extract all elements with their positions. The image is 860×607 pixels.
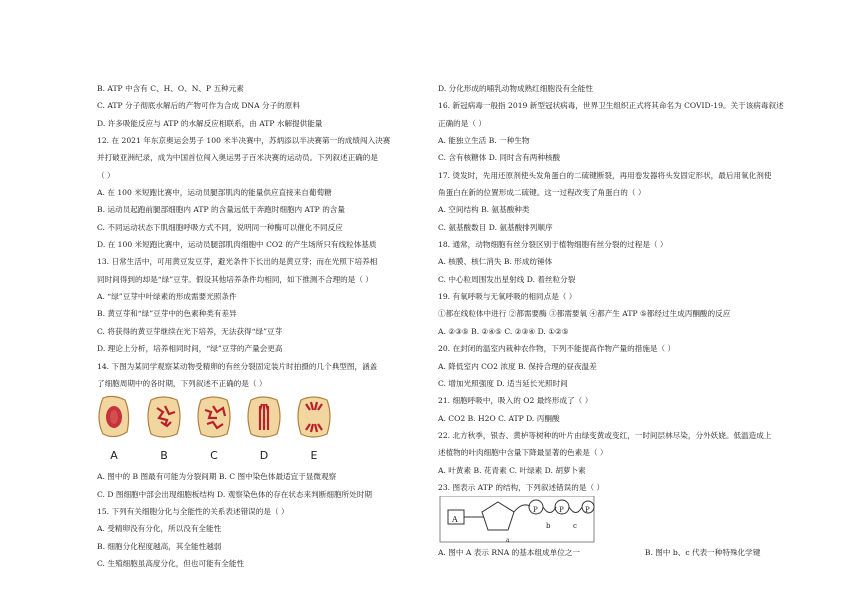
right-text-line: D. 分化形成的哺乳动物成熟红细胞没有全能性 [438,84,593,93]
left-text-line: 同时间得到的却是“绿”豆芽。假设其他培养条件均相同，如下推测不合理的是（ ） [97,274,373,284]
q23-option-b: B. 图中 b、c 代表一种特殊化学键 [644,548,761,558]
right-text-line: A. 核膜、核仁消失 B. 形成纺锤体 [438,257,553,267]
right-text-line: 述植物的叶肉细胞中含量下降最显著的色素是（ ） [438,448,608,458]
cell-label-a: A [110,449,118,463]
q23-options-line [438,544,838,561]
right-text-line: C. 中心粒周围发出星射线 D. 着丝粒分裂 [438,274,576,284]
right-text-line: 20. 在封闭的温室内栽种农作物，下列不能提高作物产量的措施是（ ） [438,344,676,354]
left-text-line: B. ATP 中含有 C、H、O、N、P 五种元素 [97,84,244,93]
cell-label-c: C [210,449,218,463]
right-text-line: A. ②③⑤ B. ②④⑤ C. ②③④ D. ①②⑤ [438,326,569,336]
right-text-line: 23. 图表示 ATP 的结构，下列叙述错误的是（ ） [438,482,605,492]
right-text-line: 18. 通常，动物细胞有丝分裂区别于植物细胞有丝分裂的过程是（ ） [438,240,668,250]
atp-label-c: c [573,522,577,531]
right-text-line: A. CO2 B. H2O C. ATP D. 丙酮酸 [438,413,560,423]
left-text-line: 13. 日常生活中，可用黄豆发豆芽，避光条件下长出的是黄豆芽；而在光照下培养相 [97,257,378,267]
left-text-line: C. D 图细胞中部会出现细胞板结构 D. 观察染色体的存在状态来判断细胞所处时期 [97,489,372,499]
right-text-line: 21. 细胞呼吸中，吸入的 O2 最终形成了（ ） [438,396,593,406]
left-text-line: C. ATP 分子彻底水解后的产物可作为合成 DNA 分子的原料 [97,101,300,111]
cell-b [148,397,180,437]
left-text-line: D. 在 100 米短跑比赛中，运动员腿部肌肉细胞中 CO2 的产生场所只有线粒体基质 [97,240,377,250]
right-text-line: C. 增加光照强度 D. 适当延长光照时间 [438,378,568,388]
cell-c [198,397,230,437]
left-text-line: A. 受精卵没有分化，所以没有全能性 [97,524,222,534]
right-text-line: 正确的是（ ） [438,118,486,128]
left-text-line: C. 生殖细胞虽高度分化，但也可能有全能性 [97,558,245,568]
left-column [97,80,427,572]
right-text-line: A. 能独立生活 B. 一种生物 [438,136,530,146]
right-text-line: ①都在线粒体中进行 ②都需要酶 ③都需要氧 ④都产生 ATP ⑤都经过生成丙酮酸的反应 [438,309,731,319]
right-text-line: 17. 烫发时，先用还原剂使头发角蛋白的二硫键断裂，再用卷发器将头发固定形状，最后用氧化剂使 [438,170,772,180]
right-column [438,80,838,562]
left-text-line: （ ） [97,170,115,180]
left-text-line: B. 黄豆芽和“绿”豆芽中的色素种类有差异 [97,309,237,319]
atp-label-a-under: a [506,537,510,545]
left-text-line: D. 理论上分析，培养相同时间，“绿”豆芽的产量会更高 [97,344,283,354]
atp-label-b: b [546,522,551,531]
right-text-line: C. 含有核糖体 D. 同时含有两种核酸 [438,153,561,163]
left-text-line: 14. 下图为某同学观察某动物受精卵的有丝分裂固定装片时拍摄的几个典型图，涵盖 [97,361,378,371]
left-text-line: 并打破亚洲纪录，成为中国首位闯入奥运男子百米决赛的运动员。下列叙述正确的是 [97,153,378,163]
right-text-line: A. 降低室内 CO2 浓度 B. 保持合理的昼夜温差 [438,361,597,371]
left-text-line: 12. 在 2021 年东京奥运会男子 100 米半决赛中，苏炳添以半决赛第一的成绩闯入决赛 [97,136,391,146]
atp-label-p1: P [533,506,538,515]
left-text-line: C. 将获得的黄豆芽继续在光下培养，无法获得“绿”豆芽 [97,326,283,336]
atp-structure-svg [438,496,638,544]
right-text-line: 22. 北方秋季，银杏、黄栌等树种的叶片由绿变黄或变红，一时间层林尽染，分外妖娆。低温造成上 [438,430,772,440]
left-text-line: A. 在 100 米短跑比赛中，运动员腿部肌肉的能量供应直接来自葡萄糖 [97,188,332,198]
cell-d [248,397,280,437]
left-text-line: C. 不同运动状态下肌细胞呼吸方式不同，说明同一种酶可以催化不同反应 [97,222,343,232]
cell-label-d: D [259,449,269,463]
left-text-line: 了细胞周期中的各时期，下列叙述不正确的是（ ） [97,378,267,388]
right-text-line: C. 氨基酸数目 D. 氨基酸排列顺序 [438,222,553,232]
left-text-line: B. 运动员起跑前腿部细胞内 ATP 的含量远低于奔跑时细胞内 ATP 的含量 [97,205,345,215]
right-text-line: 16. 新冠病毒一般指 2019 新型冠状病毒，世界卫生组织正式将其命名为 COVID-19。关于该病毒叙述 [438,101,784,111]
left-text-line: A. 图中的 B 图最有可能为分裂间期 B. C 图中染色体最适宜于显微观察 [97,472,337,482]
right-text-line: 角蛋白在新的位置形成二硫键。这一过程改变了角蛋白的（ ） [438,188,646,198]
left-text-line: 15. 下列有关细胞分化与全能性的关系表述错误的是（ ） [97,506,289,516]
atp-label-a-box: A [452,515,458,525]
cell-label-b: B [160,449,168,463]
atp-label-p3: P [585,506,590,515]
cell-label-e: E [310,449,318,463]
right-text-line: 19. 有氧呼吸与无氧呼吸的相同点是（ ） [438,292,577,302]
left-text-line: A. “绿”豆芽中叶绿素的形成需要光照条件 [97,292,237,302]
mitosis-figure [97,392,427,468]
atp-structure-figure [438,496,838,544]
cell-a [99,397,129,437]
q23-option-a: A. 图中 A 表示 RNA 的基本组成单位之一 [438,548,581,558]
atp-label-p2: P [559,506,564,515]
cell-e [298,397,330,437]
right-text-line: A. 叶黄素 B. 花青素 C. 叶绿素 D. 胡萝卜素 [438,465,586,475]
left-text-line: D. 许多吸能反应与 ATP 的水解反应相联系，由 ATP 水解提供能量 [97,118,323,128]
right-text-line: A. 空间结构 B. 氨基酸种类 [438,205,530,215]
left-text-line: B. 细胞分化程度越高，其全能性越弱 [97,541,222,551]
